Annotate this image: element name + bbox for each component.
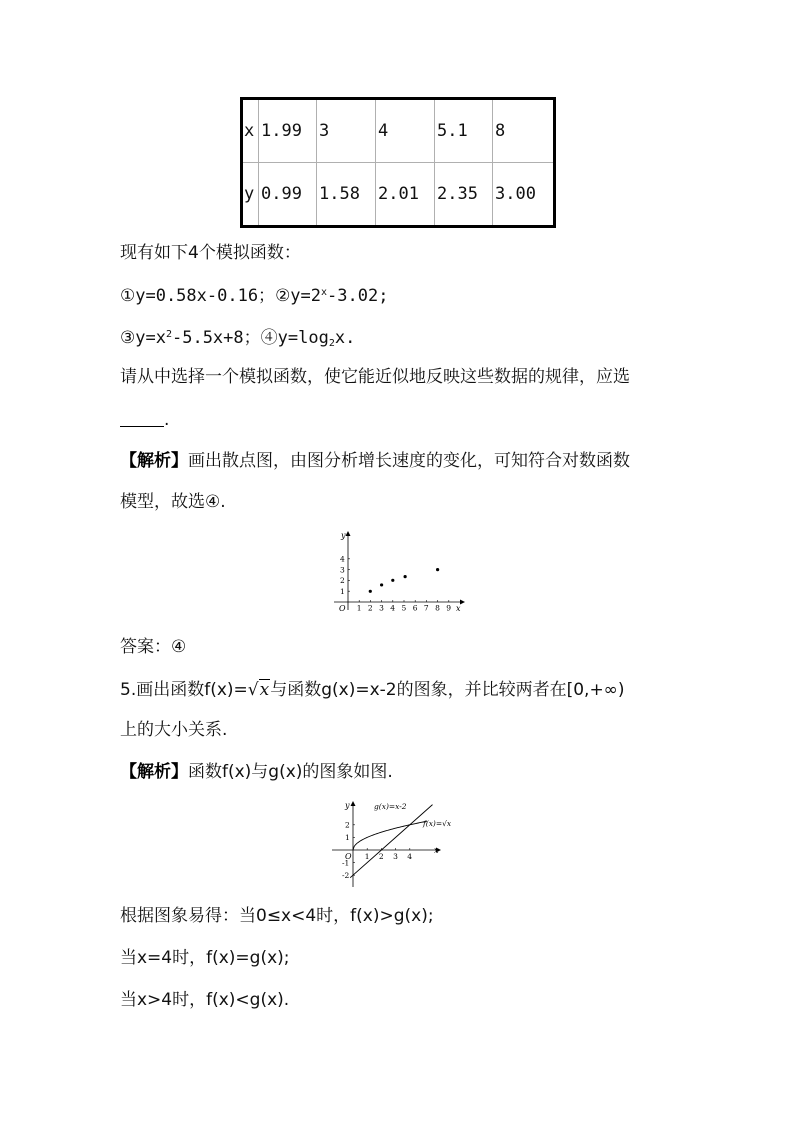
option-2-rest: -3.02;	[327, 286, 389, 306]
answer-text: 答案：④	[120, 637, 187, 657]
option-1: ①y=0.58x-0.16；	[120, 286, 276, 306]
x-axis-label: x	[434, 846, 439, 855]
option-4-subscript: 2	[328, 338, 335, 349]
y-axis-arrow	[346, 531, 351, 536]
data-point	[391, 579, 394, 582]
origin-label: O	[339, 604, 346, 613]
option-4	[261, 328, 356, 348]
table-cell: 3	[317, 99, 376, 163]
data-table	[240, 97, 556, 228]
y-axis-arrow	[351, 801, 356, 806]
question-period: .	[164, 410, 170, 430]
option-4-base: ④y=log	[260, 328, 329, 348]
option-2-exponent: x	[321, 287, 328, 298]
option-3-base: ③y=x	[120, 328, 166, 348]
option-2	[275, 286, 388, 306]
row-label: y	[242, 163, 259, 227]
conclusion-2: 当x=4时，f(x)=g(x);	[120, 948, 290, 968]
y-tick-label: 3	[340, 565, 345, 575]
table-cell: 2.01	[376, 163, 435, 227]
table-cell: 4	[376, 99, 435, 163]
x-tick-label: 9	[446, 603, 452, 613]
table-cell: 3.00	[493, 163, 555, 227]
answer-blank-line	[120, 410, 169, 430]
data-point	[404, 575, 407, 578]
scatter-plot	[330, 528, 470, 614]
table-cell: 5.1	[435, 99, 493, 163]
answer-blank	[120, 410, 164, 427]
option-4-rest: x.	[334, 328, 356, 348]
x-tick-label: 2	[367, 603, 373, 613]
data-point	[380, 583, 383, 586]
table-cell: 1.99	[259, 99, 317, 163]
series-curve-f	[353, 821, 427, 850]
x-tick-label: 4	[407, 852, 413, 861]
problem-5-line-1	[120, 680, 624, 700]
series-line-g	[350, 805, 432, 878]
x-tick-label: 3	[393, 852, 398, 861]
problem-5-text-a: 5.画出函数f(x)=	[120, 680, 248, 700]
table-cell: 2.35	[435, 163, 493, 227]
table-cell: 1.58	[317, 163, 376, 227]
y-axis-label: y	[345, 801, 350, 810]
table-row-y	[242, 163, 555, 227]
x-tick-label: 6	[412, 603, 418, 613]
y-tick-label: -2	[342, 871, 350, 880]
conclusion-1: 根据图象易得：当0≤x<4时，f(x)>g(x);	[120, 906, 434, 926]
x-axis-arrow	[460, 600, 465, 605]
conclusion-3: 当x>4时，f(x)<g(x).	[120, 990, 290, 1010]
options-line-2	[120, 325, 355, 354]
analysis-tag: 【解析】	[120, 451, 188, 471]
problem-5-text-b: 与函数g(x)=x-2的图象，并比较两者在[0,+∞)	[270, 680, 625, 700]
origin-label: O	[345, 852, 352, 861]
intro-text: 现有如下4个模拟函数：	[120, 243, 301, 263]
analysis-text-1: 画出散点图，由图分析增长速度的变化，可知符合对数函数	[188, 451, 630, 471]
analysis-5-text: 函数f(x)与g(x)的图象如图.	[188, 762, 393, 782]
analysis-text-2: 模型，故选④.	[120, 492, 226, 512]
data-point	[436, 568, 439, 571]
x-tick-label: 5	[401, 603, 407, 613]
data-point	[369, 590, 372, 593]
x-tick-label: 7	[423, 603, 429, 613]
option-3	[120, 328, 261, 348]
option-3-rest: -5.5x+8；	[171, 328, 261, 348]
options-line-1	[120, 283, 388, 306]
table-cell: 0.99	[259, 163, 317, 227]
x-tick-label: 2	[378, 852, 384, 861]
sqrt-radicand: x	[259, 680, 270, 700]
row-label: x	[242, 99, 259, 163]
y-tick-label: -1	[342, 858, 350, 868]
x-axis-label: x	[456, 604, 461, 613]
y-tick-label: 2	[345, 820, 350, 830]
option-2-base: ②y=2	[275, 286, 322, 306]
analysis-5-tag: 【解析】	[120, 762, 188, 782]
x-tick-label: 8	[435, 603, 440, 613]
y-tick-label: 1	[340, 587, 345, 596]
sqrt-symbol: √	[247, 680, 259, 700]
option-3-exponent: 2	[165, 329, 172, 340]
y-axis-label: y	[341, 531, 346, 540]
series-label-g: g(x)=x-2	[374, 802, 407, 811]
function-graph	[328, 797, 468, 889]
table-cell: 8	[493, 99, 555, 163]
analysis-line-1	[120, 451, 630, 471]
table-row-x	[242, 99, 555, 163]
problem-5-line-2: 上的大小关系.	[120, 720, 228, 740]
series-label-f: f(x)=√x	[423, 819, 452, 828]
y-tick-label: 1	[345, 833, 350, 843]
x-tick-label: 4	[390, 603, 396, 613]
x-tick-label: 1	[356, 603, 362, 613]
y-tick-label: 2	[340, 576, 345, 586]
x-tick-label: 3	[379, 603, 384, 613]
analysis-5-line	[120, 762, 393, 782]
x-tick-label: 1	[364, 852, 370, 861]
question-text: 请从中选择一个模拟函数，使它能近似地反映这些数据的规律，应选	[120, 367, 630, 387]
y-tick-label: 4	[340, 554, 345, 564]
